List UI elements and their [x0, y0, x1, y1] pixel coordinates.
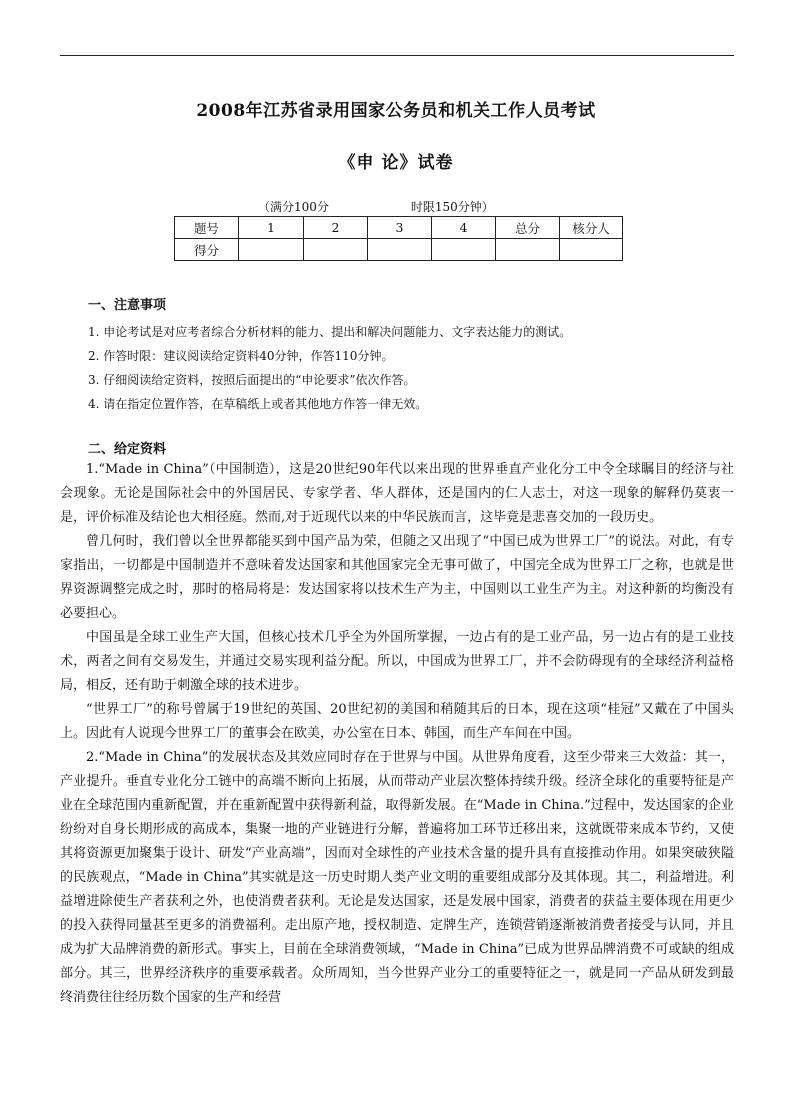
score-blank-cell: [560, 239, 623, 261]
material-paragraph: 曾几何时，我们曾以全世界都能买到中国产品为荣，但随之又出现了“中国已成为世界工厂”的说法。对此，有专家指出，一切都是中国制造并不意味着发达国家和其他国家完全无事可做了，中国完全成为世界工厂之称，也就是世界资源调整完成之时，那时的格局将是：发达国家将以技术生产为主，中国则以工业生产为主。对这种新的均衡没有必要担心。: [60, 534, 734, 621]
score-cell: 题号: [175, 217, 239, 239]
material-paragraph: 1.“Made in China”（中国制造），这是20世纪90年代以来出现的世界垂直产业化分工中令全球瞩目的经济与社会现象。无论是国际社会中的外国居民、专家学者、华人群体，还是国内的仁人志士，对这一现象的解释仍莫衷一是，评价标准及结论也大相径庭。然而,对于近现代以来的中华民族而言，这毕竟是悲喜交加的一段历史。: [60, 462, 734, 525]
score-table-header-row: [175, 217, 623, 239]
score-cell: 1: [239, 217, 304, 239]
header-rule: [60, 55, 734, 56]
note-item: 2. 作答时限：建议阅读给定资料40分钟，作答110分钟。: [88, 349, 394, 363]
exam-subtitle: 《申 论》试卷: [338, 153, 454, 173]
score-cell: 总分: [496, 217, 560, 239]
score-table-score-row: [175, 239, 623, 261]
score-table: [174, 216, 623, 261]
time-limit: 时限150分钟）: [410, 200, 494, 214]
exam-title: 2008年江苏省录用国家公务员和机关工作人员考试: [196, 101, 596, 121]
material-paragraph: 2.“Made in China”的发展状态及其效应同时存在于世界与中国。从世界角度看，这至少带来三大效益：其一，产业提升。垂直专业化分工链中的高端不断向上拓展，从而带动产业层次整体持续升级。经济全球化的重要特征是产业在全球范围内重新配置，并在重新配置中获得新利益，取得新发展。在“Made in China.”过程中，发达国家的企业纷纷对自身长期形成的高成本，集聚一地的产业链进行分解，普遍将加工环节迁移出来，这就既带来成本节约，又使其将资源更加聚集于设计、研发“产业高端”，因而对全球性的产业技术含量的提升具有直接推动作用。如果突破狭隘的民族观点，“Made in China”其实就是这一历史时期人类产业文明的重要组成部分及其体现。其二，利益增进。利益增进除使生产者获利之外，也使消费者获利。无论是发达国家，还是发展中国家，消费者的获益主要体现在用更少的投入获得同量甚至更多的消费福利。走出原产地，授权制造、定牌生产，连锁营销逐渐被消费者接受与认同，并且成为扩大品牌消费的新形式。事实上，目前在全球消费领域，“Made in China”已成为世界品牌消费不可或缺的组成部分。其三，世界经济秩序的重要承载者。众所周知，当今世界产业分工的重要特征之一，就是同一产品从研发到最终消费往往经历数个国家的生产和经营: [60, 750, 734, 1005]
score-blank-cell: [496, 239, 560, 261]
notes-heading: 一、注意事项: [88, 298, 167, 313]
score-cell: 得分: [175, 239, 239, 261]
material-paragraph: 中国虽是全球工业生产大国，但核心技术几乎全为外国所掌握，一边占有的是工业产品，另一边占有的是工业技术，两者之间有交易发生，并通过交易实现利益分配。所以，中国成为世界工厂，并不会防碍现有的全球经济利益格局，相反，还有助于刺激全球的技术进步。: [60, 630, 734, 693]
score-blank-cell: [304, 239, 368, 261]
score-cell: 3: [368, 217, 432, 239]
score-cell: 核分人: [560, 217, 623, 239]
note-item: 4. 请在指定位置作答，在草稿纸上或者其他地方作答一律无效。: [88, 397, 428, 411]
notes-list: [88, 320, 728, 416]
score-blank-cell: [239, 239, 304, 261]
score-cell: 2: [304, 217, 368, 239]
material-paragraph: “世界工厂”的称号曾属于19世纪的英国、20世纪初的美国和稍随其后的日本，现在这项“桂冠”又戴在了中国头上。因此有人说现今世界工厂的董事会在欧美，办公室在日本、韩国，而生产车间在中国。: [60, 702, 734, 741]
score-blank-cell: [432, 239, 496, 261]
note-item: 1. 申论考试是对应考者综合分析材料的能力、提出和解决问题能力、文字表达能力的测试。: [88, 325, 572, 339]
score-blank-cell: [368, 239, 432, 261]
score-cell: 4: [432, 217, 496, 239]
exam-meta: [258, 198, 494, 215]
note-item: 3. 仔细阅读给定资料，按照后面提出的“申论要求”依次作答。: [88, 373, 416, 387]
full-marks: （满分100分: [258, 200, 329, 214]
materials-body: [60, 458, 734, 1010]
materials-heading: 二、给定资料: [88, 442, 167, 457]
